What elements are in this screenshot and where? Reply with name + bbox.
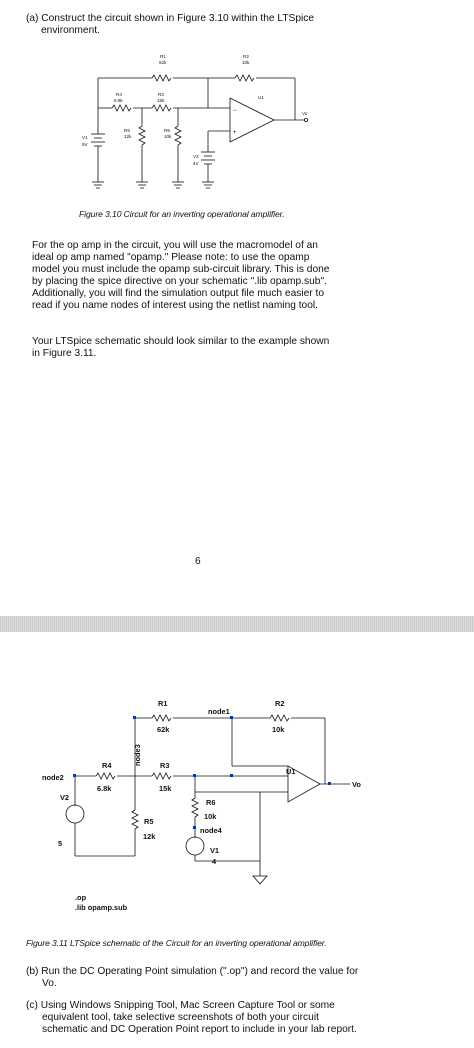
node3-label: node3 <box>133 744 142 766</box>
r2-value: 10k <box>272 725 285 734</box>
u1-label: U1 <box>258 95 264 100</box>
r1-label: R1 <box>158 699 168 708</box>
paragraph-line: by placing the spice directive on your schematic ".lib opamp.sub". <box>32 276 327 287</box>
part-b-line: (b) Run the DC Operating Point simulation (".op") and record the value for <box>26 966 359 977</box>
opamp-minus-sign: − <box>233 108 237 114</box>
r4-value: 6.8k <box>97 784 112 793</box>
part-c-text <box>26 1000 357 1036</box>
page-number: 6 <box>195 556 201 567</box>
part-c-line: (c) Using Windows Snipping Tool, Mac Screen Capture Tool or some <box>26 1000 335 1011</box>
v1-label: V1 <box>210 846 220 855</box>
node4-label: node4 <box>200 826 222 835</box>
r1-value: 62k <box>159 60 167 65</box>
part-b-text <box>26 966 358 990</box>
v2-value: 5 <box>58 839 63 848</box>
u1-label: U1 <box>286 767 296 776</box>
v1-value: 5V <box>82 142 88 147</box>
opamp-plus-sign: + <box>233 130 237 136</box>
r1-label: R1 <box>160 54 166 59</box>
r4-label: R4 <box>116 92 122 97</box>
op-amp-instructions <box>32 240 329 312</box>
lib-directive: .lib opamp.sub <box>75 903 128 912</box>
r2-value: 10k <box>242 60 250 65</box>
schematic-note <box>32 336 329 360</box>
paragraph-line: For the op amp in the circuit, you will use the macromodel of an <box>32 240 318 251</box>
r4-value: 6.8k <box>114 98 123 103</box>
part-c-line: schematic and DC Operation Point report to include in your lab report. <box>42 1024 357 1035</box>
page-divider <box>0 616 474 632</box>
part-a-text <box>26 13 314 37</box>
paragraph-line: read if you name nodes of interest using the netlist naming tool. <box>32 300 318 311</box>
v2-value: 4V <box>193 161 199 166</box>
paragraph-line: ideal op amp named "opamp." Please note: to use the opamp <box>32 252 310 263</box>
part-a-line: environment. <box>41 25 100 36</box>
v1-value: 4 <box>212 857 217 866</box>
r6-label: R6 <box>164 128 170 133</box>
paragraph-line: Additionally, you will find the simulation output file much easier to <box>32 288 325 299</box>
part-a-line: (a) Construct the circuit shown in Figure 3.10 within the LTSpice <box>26 13 315 24</box>
vo-label: Vo <box>352 780 361 789</box>
part-b-line: Vo. <box>42 978 57 989</box>
r2-label: R2 <box>243 54 249 59</box>
part-c-line: equivalent tool, take selective screenshots of both your circuit <box>42 1012 319 1023</box>
paragraph-line: Your LTSpice schematic should look similar to the example shown <box>32 336 330 347</box>
r5-label: R5 <box>124 128 130 133</box>
node1-label: node1 <box>208 707 230 716</box>
r4-label: R4 <box>102 761 112 770</box>
r3-value: 15k <box>159 784 172 793</box>
op-directive: .op <box>75 893 87 902</box>
figure-3-10-caption: Figure 3.10 Circuit for an inverting operational amplifier. <box>79 209 285 219</box>
v2-label: V2 <box>60 793 70 802</box>
r2-label: R2 <box>275 699 285 708</box>
v1-label: V1 <box>82 135 88 140</box>
r5-label: R5 <box>144 817 154 826</box>
figure-3-11-caption: Figure 3.11 LTSpice schematic of the Circuit for an inverting operational amplifier. <box>26 938 327 948</box>
r5-value: 12k <box>143 832 156 841</box>
r6-label: R6 <box>206 798 216 807</box>
r6-value: 10k <box>204 812 217 821</box>
r3-value: 15k <box>157 98 165 103</box>
figure-3-11-schematic <box>40 696 380 916</box>
v2-label: V2 <box>193 154 199 159</box>
vo-label: Vo <box>302 111 308 116</box>
r6-value: 10k <box>164 134 172 139</box>
node2-label: node2 <box>42 773 64 782</box>
figure-3-10-circuit <box>80 46 320 208</box>
r3-label: R3 <box>160 761 170 770</box>
paragraph-line: in Figure 3.11. <box>32 348 97 359</box>
r3-label: R3 <box>158 92 164 97</box>
paragraph-line: model you must include the opamp sub-circuit library. This is done <box>32 264 330 275</box>
r1-value: 62k <box>157 725 170 734</box>
r5-value: 12k <box>124 134 132 139</box>
